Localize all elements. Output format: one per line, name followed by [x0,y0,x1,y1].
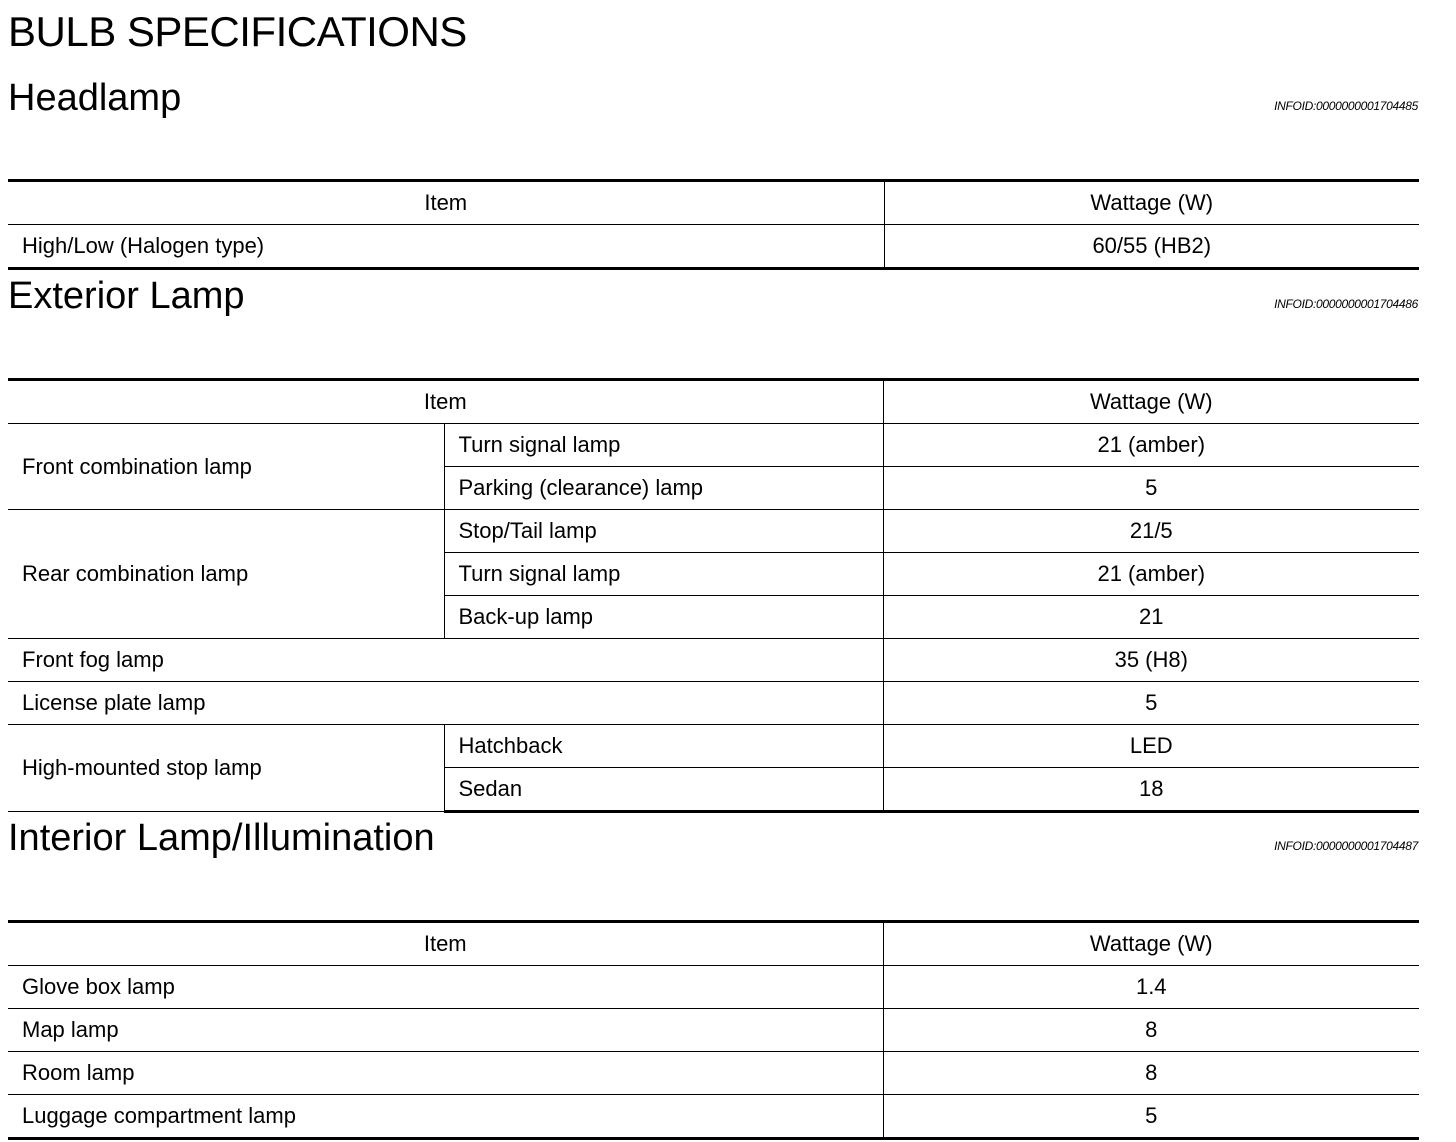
item-cell: High/Low (Halogen type) [8,225,884,269]
column-header-item: Item [8,922,883,966]
table-row [8,225,1419,269]
wattage-cell: 21 (amber) [883,424,1419,467]
wattage-cell: 5 [883,682,1419,725]
section-title-exterior-lamp: Exterior Lamp [8,275,245,317]
wattage-cell: 8 [883,1052,1419,1095]
wattage-cell: 18 [883,768,1419,812]
table-row [8,510,1419,553]
interior-lamp-table [8,920,1419,1140]
table-header-row [8,181,1419,225]
item-cell-group: Rear combination lamp [8,510,444,639]
wattage-cell: 60/55 (HB2) [884,225,1419,269]
wattage-cell: 21/5 [883,510,1419,553]
table-row [8,1009,1419,1052]
wattage-cell: 35 (H8) [883,639,1419,682]
column-header-wattage: Wattage (W) [884,181,1419,225]
sub-item-cell: Parking (clearance) lamp [444,467,883,510]
sub-item-cell: Back-up lamp [444,596,883,639]
wattage-cell: 5 [883,467,1419,510]
item-cell-group: Front combination lamp [8,424,444,510]
table-row [8,1052,1419,1095]
table-row [8,682,1419,725]
sub-item-cell: Turn signal lamp [444,553,883,596]
infoid-exterior-lamp: INFOID:0000000001704486 [1274,297,1418,311]
sub-item-cell: Stop/Tail lamp [444,510,883,553]
section-title-headlamp: Headlamp [8,77,182,119]
item-cell: Luggage compartment lamp [8,1095,883,1139]
sub-item-cell: Turn signal lamp [444,424,883,467]
table-header-row [8,922,1419,966]
column-header-item: Item [8,380,883,424]
wattage-cell: LED [883,725,1419,768]
item-cell: Map lamp [8,1009,883,1052]
table-row [8,639,1419,682]
item-cell: Glove box lamp [8,966,883,1009]
sub-item-cell: Sedan [444,768,883,812]
item-cell-group: High-mounted stop lamp [8,725,444,812]
wattage-cell: 1.4 [883,966,1419,1009]
item-cell: Front fog lamp [8,639,883,682]
wattage-cell: 21 (amber) [883,553,1419,596]
headlamp-table [8,179,1419,270]
infoid-headlamp: INFOID:0000000001704485 [1274,99,1418,113]
table-row [8,1095,1419,1139]
table-row [8,966,1419,1009]
table-row [8,725,1419,768]
table-row [8,424,1419,467]
wattage-cell: 21 [883,596,1419,639]
sub-item-cell: Hatchback [444,725,883,768]
wattage-cell: 8 [883,1009,1419,1052]
column-header-wattage: Wattage (W) [883,922,1419,966]
exterior-lamp-table [8,378,1419,813]
column-header-item: Item [8,181,884,225]
item-cell: License plate lamp [8,682,883,725]
table-header-row [8,380,1419,424]
infoid-interior-lamp: INFOID:0000000001704487 [1274,839,1418,853]
item-cell: Room lamp [8,1052,883,1095]
section-title-interior-lamp: Interior Lamp/Illumination [8,817,435,859]
wattage-cell: 5 [883,1095,1419,1139]
page-title: BULB SPECIFICATIONS [8,8,467,55]
column-header-wattage: Wattage (W) [883,380,1419,424]
